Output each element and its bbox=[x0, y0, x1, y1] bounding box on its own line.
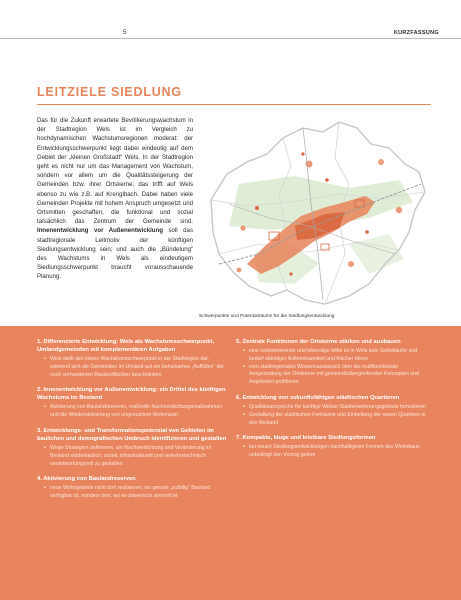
intro-emphasis: Innenentwicklung vor Außenentwicklung bbox=[37, 227, 163, 235]
page-number: 5 bbox=[123, 30, 127, 36]
goal-title: 7. Kompakte, kluge und leistbare Siedlungsformen bbox=[236, 435, 376, 442]
map-settlement bbox=[289, 272, 292, 275]
goal-bullets bbox=[37, 404, 227, 420]
header-divider bbox=[0, 38, 461, 39]
goal-title: 4. Aktivierung von Baulandreserven bbox=[37, 476, 136, 483]
goal-block bbox=[236, 394, 426, 427]
intro-text-2: soll das stadtregionale Leitmotiv der künftigen Siedlungsentwicklung sein; und auch die „Bündelung“ des Wachstums in Wels als eindeutigem Siedlungsschwerpunkt braucht vorausschauende Planung. bbox=[37, 227, 193, 281]
goal-bullets bbox=[236, 444, 426, 460]
intro-paragraph bbox=[37, 116, 193, 282]
map-settlement bbox=[301, 152, 304, 155]
goal-bullet: • Aktivierung von Baulandreserven, maßvolle Nachverdichtungsmaßnahmen und die Wiederaktivierung von ungenutztem Wohnraum bbox=[50, 404, 227, 420]
goals-column-left bbox=[37, 338, 227, 508]
goal-title: 3. Entwicklungs- und Transformationspotenzial von Gebieten im baulichen und demografischen Umbruch identifizieren und gestalten bbox=[37, 427, 227, 442]
section-label: KURZFASSUNG bbox=[393, 30, 439, 36]
goal-title: 6. Entwicklung von zukunftsfähigen städtischen Quartieren bbox=[236, 394, 400, 401]
goal-title: 1. Differenzierte Entwicklung: Wels als Wachstumsschwerpunkt, Umlandgemeinden mit komplementären Aufgaben bbox=[37, 339, 215, 353]
goal-bullets bbox=[37, 356, 227, 379]
goal-bullet: • neue Wohngebiete nicht dort realisieren, wo gerade „zufällig“ Bauland verfügbar ist, sondern dort, wo es planerisch sinnvoll ist bbox=[50, 485, 227, 501]
goal-bullet: • Wels stellt den klaren Wachstumsschwerpunkt in der Stadtregion dar, während sich die Gemeinden im Umland auf ein behutsames „Auffüllen“ der noch vorhandenen Baulandflächen beschränken bbox=[50, 356, 227, 379]
settlement-map bbox=[199, 114, 431, 310]
map-settlement bbox=[237, 268, 242, 273]
goal-bullet: • vom stadtregionalen Wissensaustausch über die multifunktionale Ausgestaltung der Ortskerne mit gemeindeübergreifenden Konzepten und Angeboten profitieren bbox=[249, 364, 426, 387]
goal-bullets bbox=[236, 404, 426, 427]
goal-bullet: • Wege Strategien definieren, um Nachverdichtung und Veränderung im Bestand städtebaulich, sozial, infrastrukturell und verkehrstechnisch verantwortungsvoll zu gestalten bbox=[50, 445, 227, 468]
map-settlement bbox=[325, 178, 329, 182]
goal-block bbox=[37, 386, 227, 420]
goal-bullets bbox=[37, 485, 227, 501]
goal-block bbox=[236, 338, 426, 387]
map-caption: Schwerpunkte und Potentialräume für die Siedlungsentwicklung bbox=[199, 314, 335, 319]
map-settlement bbox=[396, 207, 402, 213]
goal-title: 2. Innenentwicklung vor Außenentwicklung: ein Drittel des künftigen Wachstums im Bestand bbox=[37, 387, 226, 402]
map-settlement bbox=[348, 261, 354, 267]
map-settlement bbox=[255, 206, 259, 210]
goal-block bbox=[37, 338, 227, 379]
page-title: LEITZIELE SIEDLUNG bbox=[37, 85, 182, 99]
goal-block bbox=[236, 434, 426, 460]
goal-bullet: • Qualitätsansprüche für künftige Welser Stadterweiterungsgebiete formulieren bbox=[249, 404, 426, 412]
goal-bullet: • Gestaltung der städtischen Freiräume und Einbettung der neuen Quartiere in den Bestand bbox=[249, 412, 426, 428]
goal-bullets bbox=[37, 445, 227, 468]
goal-block bbox=[37, 475, 227, 501]
map-settlement bbox=[240, 225, 245, 230]
goal-block bbox=[37, 427, 227, 468]
goals-column-right bbox=[236, 338, 426, 467]
goal-bullet: • eine funktionierende und lebendige Mitte ist in Wels kein Selbstläufer und bedarf ständiger Aufmerksamkeit und frischer Ideen bbox=[249, 348, 426, 364]
title-underline bbox=[37, 104, 431, 105]
goal-bullets bbox=[236, 348, 426, 387]
intro-text-1: Das für die Zukunft erwartete Bevölkerungswachstum in der Stadtregion Wels ist im Vergleich zu hochdynamischen Wachstumsregionen moderat: der Entwicklungsschwerpunkt liegt dabei eindeutig auf dem Gebiet der „kleinen Großstadt“ Wels. In der Stadtregion geht es nicht nur um das Management von Wachstum, sondern vor allem um die Qualitätssteigerung der Gemeinden bzw. ihrer Ortskerne; das trifft auf Wels ebenso zu wie z.B. auf Krenglbach. Dabei haben viele Gemeinden Projekte mit hohem Anspruch umgesetzt und Ortsmitten geschaffen, die funktional und sozial tatsächlich das Zentrum der Gemeinde sind. bbox=[37, 117, 193, 226]
map-settlement bbox=[365, 230, 369, 234]
goal-title: 5. Zentrale Funktionen der Ortskerne stärken und ausbauen bbox=[236, 339, 401, 345]
settlement-map-graphic bbox=[199, 114, 431, 310]
goal-bullet: • bei neuen Siedlungsentwicklungen nachhaltigeren Formen des Wohnbaus unbedingt den Vorzug geben bbox=[249, 444, 426, 460]
map-settlement bbox=[378, 159, 384, 165]
